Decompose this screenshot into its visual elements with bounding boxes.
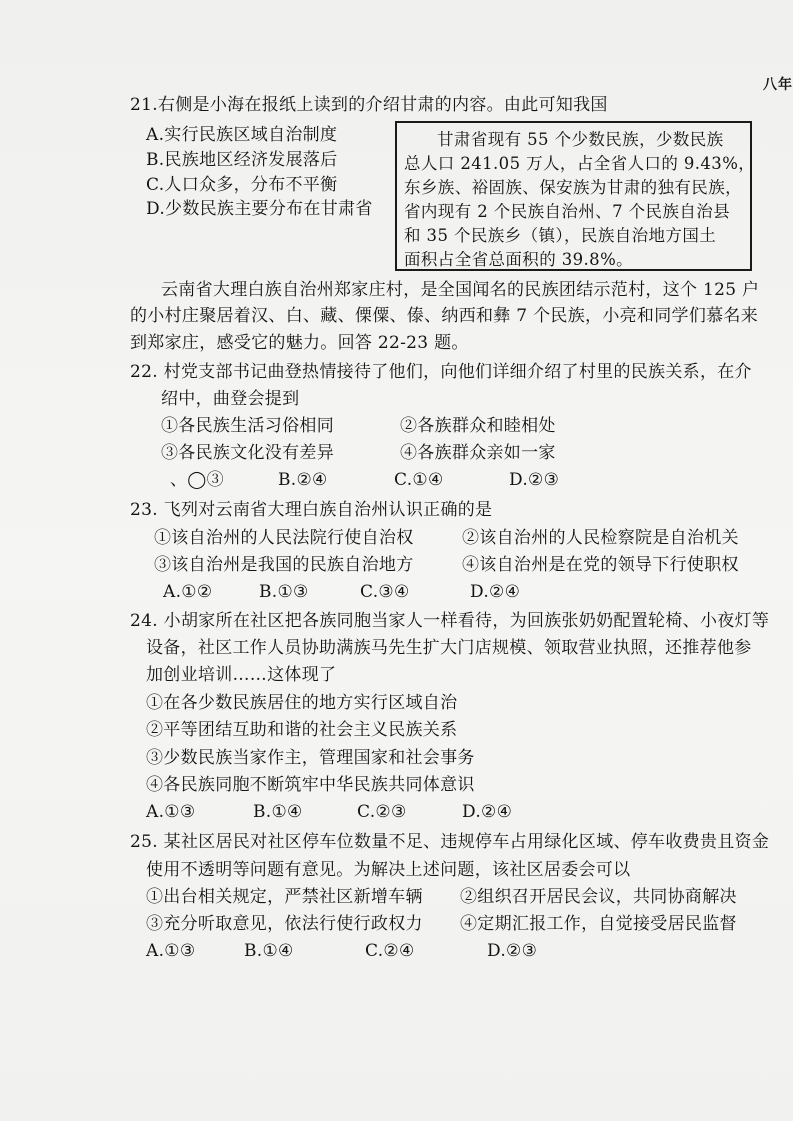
q24-stem-2: 设备，社区工作人员协助满族马先生扩大门店规模、领取营业执照，还推荐他参 — [146, 638, 752, 658]
q24-item-1: ①在各少数民族居住的地方实行区域自治 — [146, 693, 458, 713]
box-line-2: 总人口 241.05 万人，占全省人口的 9.43%， — [404, 154, 756, 173]
header-corner-label: 八年 — [763, 77, 793, 93]
q22-answer-a: 、◯③ — [170, 470, 224, 490]
q24-answer-b: B.①④ — [253, 802, 303, 822]
q21-stem: 21.右侧是小海在报纸上读到的介绍甘肃的内容。由此可知我国 — [130, 95, 608, 115]
q21-option-d: D.少数民族主要分布在甘肃省 — [146, 199, 373, 219]
box-line-6: 面积占全省总面积的 39.8%。 — [404, 250, 634, 269]
box-line-1: 甘肃省现有 55 个少数民族，少数民族 — [437, 130, 724, 149]
q23-stem: 23. 飞列对云南省大理白族自治州认识正确的是 — [130, 500, 493, 520]
q25-item-3: ③充分听取意见，依法行使行政权力 — [146, 914, 423, 934]
q24-stem-3: 加创业培训……这体现了 — [146, 665, 337, 685]
q22-answer-d: D.②③ — [509, 470, 560, 490]
q22-stem-2: 绍中，曲登会提到 — [161, 389, 300, 409]
q22-item-2: ②各族群众和睦相处 — [400, 416, 556, 436]
q23-item-3: ③该自治州是我国的民族自治地方 — [154, 555, 414, 575]
q21-option-b: B.民族地区经济发展落后 — [146, 150, 338, 170]
q24-item-4: ④各民族同胞不断筑牢中华民族共同体意识 — [146, 775, 475, 795]
box-line-3: 东乡族、裕固族、保安族为甘肃的独有民族， — [404, 178, 742, 197]
q24-answer-d: D.②④ — [462, 802, 513, 822]
q21-option-c: C.人口众多，分布不平衡 — [146, 175, 338, 195]
q23-item-2: ②该自治州的人民检察院是自治机关 — [462, 528, 739, 548]
box-line-4: 省内现有 2 个民族自治州、7 个民族自治县 — [404, 202, 731, 221]
q24-answer-a: A.①③ — [146, 802, 196, 822]
q22-item-3: ③各民族文化没有差异 — [161, 443, 334, 463]
q25-answer-b: B.①④ — [244, 941, 294, 961]
q25-item-4: ④定期汇报工作，自觉接受居民监督 — [460, 914, 737, 934]
q25-answer-c: C.②④ — [365, 941, 415, 961]
q23-answer-c: C.③④ — [360, 582, 410, 602]
q22-answer-c: C.①④ — [394, 470, 444, 490]
gansu-info-box — [395, 121, 756, 271]
q25-item-1: ①出台相关规定，严禁社区新增车辆 — [146, 887, 423, 907]
q23-answer-b: B.①③ — [259, 582, 309, 602]
q25-stem-2: 使用不透明等问题有意见。为解决上述问题，该社区居委会可以 — [146, 860, 631, 880]
q21-option-a: A.实行民族区域自治制度 — [146, 125, 338, 145]
q23-item-4: ④该自治州是在党的领导下行使职权 — [462, 555, 739, 575]
q22-item-1: ①各民族生活习俗相同 — [161, 416, 334, 436]
passage-line-2: 的小村庄聚居着汉、白、藏、傈僳、傣、纳西和彝 7 个民族，小亮和同学们慕名来 — [130, 306, 759, 326]
q23-item-1: ①该自治州的人民法院行使自治权 — [154, 528, 414, 548]
q24-item-3: ③少数民族当家作主，管理国家和社会事务 — [146, 748, 475, 768]
q24-stem-1: 24. 小胡家所在社区把各族同胞当家人一样看待，为回族张奶奶配置轮椅、小夜灯等 — [130, 611, 770, 631]
q23-answer-d: D.②④ — [470, 582, 521, 602]
passage-line-3: 到郑家庄，感受它的魅力。回答 22-23 题。 — [130, 333, 469, 353]
q22-stem-1: 22. 村党支部书记曲登热情接待了他们，向他们详细介绍了村里的民族关系，在介 — [130, 362, 752, 382]
q22-answer-b: B.②④ — [278, 470, 328, 490]
q25-stem-1: 25. 某社区居民对社区停车位数量不足、违规停车占用绿化区域、停车收费贵且资金 — [130, 832, 770, 852]
q22-item-4: ④各族群众亲如一家 — [400, 443, 556, 463]
passage-line-1: 云南省大理白族自治州郑家庄村，是全国闻名的民族团结示范村，这个 125 户 — [161, 280, 760, 300]
q23-answer-a: A.①② — [163, 582, 213, 602]
q24-item-2: ②平等团结互助和谐的社会主义民族关系 — [146, 720, 458, 740]
q25-item-2: ②组织召开居民会议，共同协商解决 — [460, 887, 737, 907]
q25-answer-a: A.①③ — [146, 941, 196, 961]
q24-answer-c: C.②③ — [357, 802, 407, 822]
box-line-5: 和 35 个民族乡（镇），民族自治地方国土 — [404, 226, 717, 245]
q25-answer-d: D.②③ — [487, 941, 538, 961]
